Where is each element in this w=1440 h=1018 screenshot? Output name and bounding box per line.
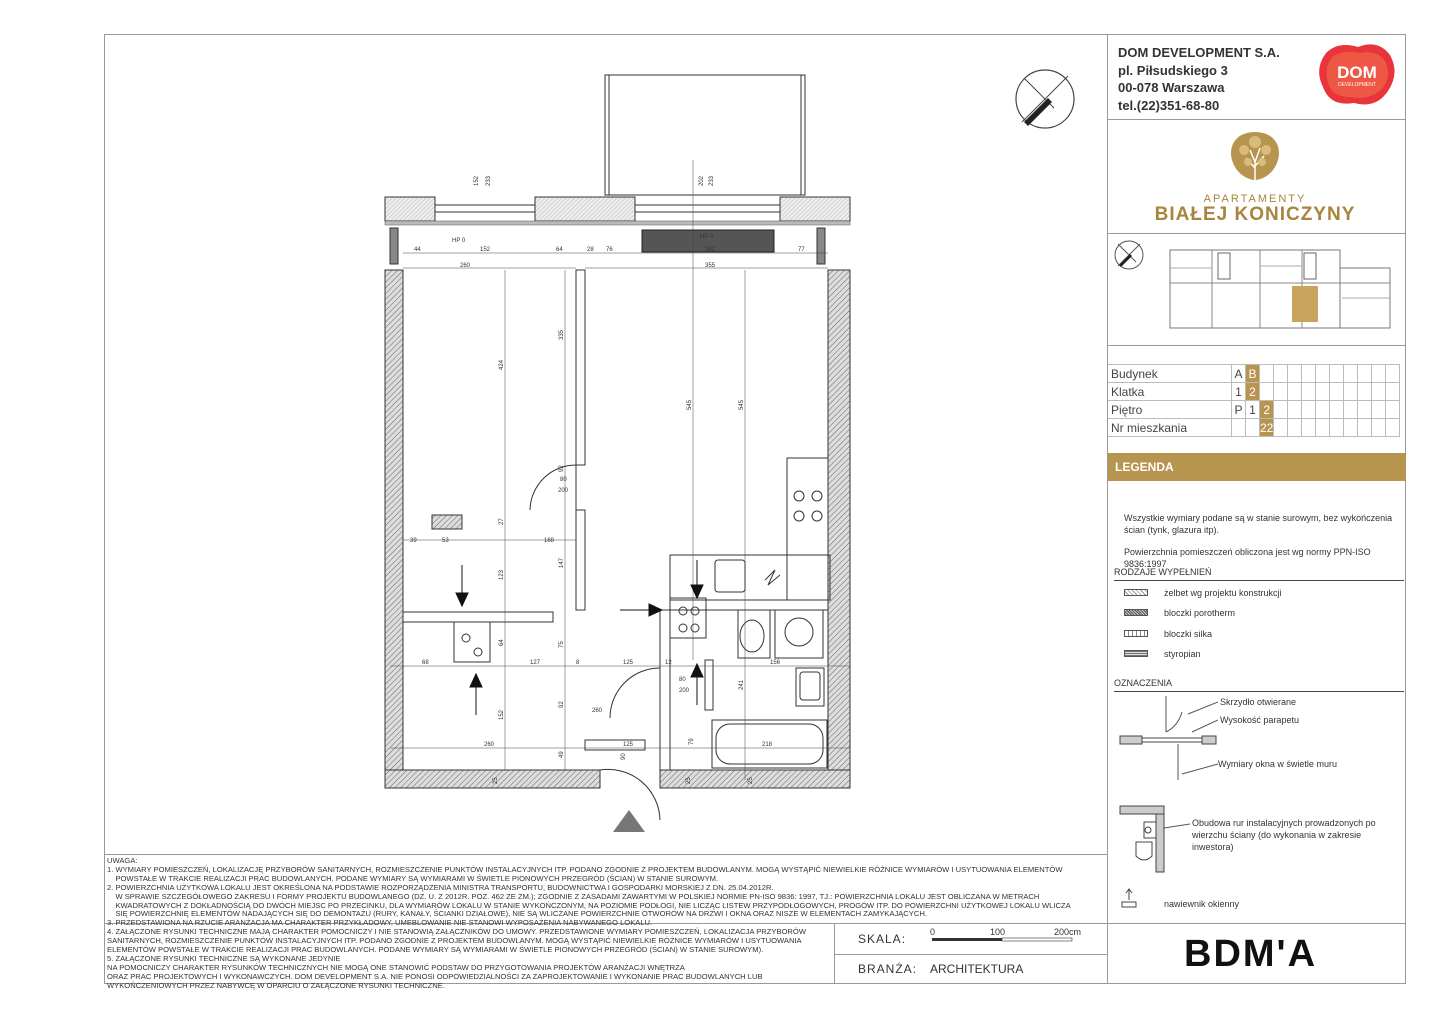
dim-260c: 260 bbox=[484, 742, 495, 748]
meta-row-label: Piętro bbox=[1108, 401, 1232, 419]
compass-north-icon bbox=[1014, 68, 1076, 130]
dim-12: 12 bbox=[665, 660, 672, 666]
fill-label-styropian: styropian bbox=[1164, 649, 1201, 659]
meta-cell bbox=[1316, 401, 1330, 419]
scale-label: SKALA: bbox=[858, 932, 907, 946]
meta-cell: 1 bbox=[1246, 401, 1260, 419]
dim-25c: 25 bbox=[748, 777, 754, 784]
bdma-logo: BDM'A bbox=[1184, 933, 1318, 975]
dim-127: 127 bbox=[530, 660, 541, 666]
meta-cell bbox=[1302, 419, 1316, 437]
meta-cell bbox=[1372, 383, 1386, 401]
floor-plan bbox=[370, 70, 870, 840]
fill-label-porotherm: bloczki porotherm bbox=[1164, 608, 1236, 618]
meta-cell bbox=[1372, 419, 1386, 437]
meta-cell bbox=[1386, 419, 1400, 437]
mark-label-pipe-casing: Obudowa rur instalacyjnych prowadzonych po wierzchu ściany (do wykonania w zakresie inwestora) bbox=[1192, 818, 1376, 852]
meta-cell bbox=[1358, 419, 1372, 437]
meta-cell bbox=[1302, 365, 1316, 383]
brand-bialej-koniczyny: BIAŁEJ KONICZYNY bbox=[1154, 204, 1356, 225]
dim-53: 53 bbox=[442, 538, 449, 544]
dim-156: 156 bbox=[770, 660, 781, 666]
dim-200a: 200 bbox=[558, 488, 569, 494]
fill-swatch-styropian bbox=[1124, 650, 1148, 657]
legend-note-1: Wszystkie wymiary podane są w stanie surowym, bez wykończenia ścian (tynk, glazura itp). bbox=[1124, 513, 1393, 535]
dom-development-logo bbox=[1318, 43, 1396, 107]
meta-cell bbox=[1302, 383, 1316, 401]
dim-241: 241 bbox=[739, 679, 745, 690]
dim-545a: 545 bbox=[687, 399, 693, 410]
company-address-2: 00-078 Warszawa bbox=[1118, 80, 1225, 95]
dim-123: 123 bbox=[499, 569, 505, 580]
fill-swatch-silka bbox=[1124, 630, 1148, 637]
meta-cell bbox=[1330, 383, 1344, 401]
meta-cell bbox=[1386, 383, 1400, 401]
dim-39: 39 bbox=[410, 538, 417, 544]
meta-cell bbox=[1330, 419, 1344, 437]
dim-75: 75 bbox=[559, 641, 565, 648]
note-line: 4. ZAŁĄCZONE RYSUNKI TECHNICZNE MAJĄ CHARAKTER POMOCNICZY I NIE STANOWIĄ ZAŁĄCZNIKÓW DO UMOWY. PRZEDSTAWIONE WYMIARY POMIESZCZEŃ, LOKALIZACJA PRZYBORÓW bbox=[107, 927, 806, 937]
legend-note-2: Powierzchnia pomieszczeń obliczona jest wg normy PPN-ISO 9836:1997 bbox=[1124, 547, 1371, 569]
company-name: DOM DEVELOPMENT S.A. bbox=[1118, 45, 1280, 60]
scale-tick-0: 0 bbox=[930, 927, 936, 937]
branch-label: BRANŻA: bbox=[858, 962, 918, 976]
dim-202b: 202 bbox=[705, 247, 716, 253]
meta-row bbox=[1108, 419, 1400, 437]
divider bbox=[1107, 923, 1108, 984]
dim-545b: 545 bbox=[739, 399, 745, 410]
divider bbox=[1107, 119, 1406, 120]
dim-25b: 25 bbox=[686, 777, 692, 784]
mark-label-window-dims: Wymiary okna w świetle muru bbox=[1218, 759, 1337, 769]
note-line: 2. POWIERZCHNIA UŻYTKOWA LOKALU JEST OKREŚLONA NA PODSTAWIE ROZPORZĄDZENIA MINISTRA TRANSPORTU, BUDOWNICTWA I GOSPODARKI MORSKIEJ Z DN. 25.04.2012R. bbox=[107, 882, 774, 892]
dim-424: 424 bbox=[499, 359, 505, 370]
logo-text-dom: DOM bbox=[1337, 63, 1377, 82]
meta-cell bbox=[1330, 365, 1344, 383]
dim-8: 8 bbox=[576, 660, 580, 666]
dim-79: 79 bbox=[689, 738, 695, 745]
dim-27: 27 bbox=[499, 518, 505, 525]
meta-cell bbox=[1232, 419, 1246, 437]
note-line: SIĘ POWIERZCHNIĘ ELEMENTÓW NADAJĄCYCH SIĘ DO DEMONTAŻU (RURY, KANAŁY, ŚCIANKI DZIAŁOWE), NIE SĄ WLICZANE POWIERZCHNIE OTWORÓW NA DRZWI I OKNA ORAZ NISZE W ELEMENTACH ZAMYKAJĄCYCH. bbox=[107, 909, 927, 919]
note-line: NA POMOCNICZY CHARAKTER RYSUNKÓW TECHNICZNYCH NIE MOGĄ ONE STANOWIĆ PODSTAW DO PRZYGOTOWANIA PROJEKTÓW ARANŻACJI WNĘTRZA bbox=[107, 962, 685, 972]
dim-168: 168 bbox=[544, 538, 555, 544]
dim-28: 28 bbox=[587, 247, 594, 253]
dim-233b: 233 bbox=[709, 175, 715, 186]
divider bbox=[1107, 345, 1406, 346]
clover-tree-logo-icon bbox=[1226, 128, 1284, 188]
building-key-plan bbox=[1112, 238, 1402, 338]
dim-335: 335 bbox=[559, 329, 565, 340]
dim-260b: 260 bbox=[592, 708, 603, 714]
dim-80b: 80 bbox=[679, 677, 686, 683]
scale-tick-100: 100 bbox=[990, 927, 1006, 937]
fill-label-zelbet: żelbet wg projektu konstrukcji bbox=[1164, 588, 1282, 598]
dim-80a: 80 bbox=[560, 477, 567, 483]
meta-row bbox=[1108, 365, 1400, 383]
meta-row bbox=[1108, 383, 1400, 401]
fill-swatch-zelbet bbox=[1124, 589, 1148, 596]
dim-260: 260 bbox=[460, 263, 471, 269]
meta-cell bbox=[1330, 401, 1344, 419]
dim-152b: 152 bbox=[480, 247, 491, 253]
meta-cell bbox=[1386, 365, 1400, 383]
dim-64: 64 bbox=[556, 247, 563, 253]
fill-label-silka: bloczki silka bbox=[1164, 629, 1213, 639]
note-line: POWSTAŁE W TRAKCIE REALIZACJI PRAC BUDOWLANYCH. PODANE WYMIARY SĄ WYMIARAMI W ŚWIETLE PIONOWYCH PRZEGRÓD (ŚCIAN) W STANIE SUROWYM. bbox=[107, 873, 719, 883]
meta-cell bbox=[1344, 365, 1358, 383]
meta-cell bbox=[1316, 419, 1330, 437]
meta-cell bbox=[1358, 365, 1372, 383]
dim-49: 49 bbox=[559, 751, 565, 758]
marks-title: OZNACZENIA bbox=[1114, 678, 1404, 692]
scale-tick-200: 200cm bbox=[1054, 927, 1082, 937]
title-block-divider bbox=[1107, 34, 1108, 984]
meta-cell bbox=[1288, 365, 1302, 383]
pipe-casing-symbol-icon bbox=[1118, 804, 1190, 874]
meta-cell bbox=[1372, 401, 1386, 419]
dim-92b: 92 bbox=[559, 701, 565, 708]
fills-title: RODZAJE WYPEŁNIEŃ bbox=[1114, 567, 1404, 581]
label-hp-1: HP 0 bbox=[452, 238, 466, 244]
meta-row-label: Budynek bbox=[1108, 365, 1232, 383]
dim-200b: 200 bbox=[679, 688, 690, 694]
dim-147: 147 bbox=[559, 557, 565, 568]
branch-value: ARCHITEKTURA bbox=[930, 962, 1024, 976]
dim-68: 68 bbox=[422, 660, 429, 666]
meta-cell bbox=[1274, 365, 1288, 383]
brand-apartamenty: APARTAMENTY bbox=[1203, 193, 1307, 205]
meta-cell bbox=[1358, 383, 1372, 401]
notes-title: UWAGA: bbox=[107, 856, 138, 865]
dim-152c: 152 bbox=[499, 709, 505, 720]
dim-90: 90 bbox=[621, 753, 627, 760]
dim-202: 202 bbox=[699, 175, 705, 186]
divider bbox=[104, 854, 1107, 855]
meta-cell: B bbox=[1246, 365, 1260, 383]
dim-44: 44 bbox=[414, 247, 421, 253]
apartment-meta-table bbox=[1108, 364, 1400, 437]
meta-cell bbox=[1372, 365, 1386, 383]
note-line: 1. WYMIARY POMIESZCZEŃ, LOKALIZACJĘ PRZYBORÓW SANITARNYCH, ROZMIESZCZENIE PUNKTÓW INSTALACYJNYCH ITP. PODANO ZGODNIE Z PROJEKTEM BUDOWLANYM. MOGĄ WYSTĄPIĆ NIEWIELKIE RÓŻNICE WYMIARÓW I USYTUOWANIA ELEMENTÓW bbox=[107, 864, 1063, 874]
note-line: ORAZ PRAC PROJEKTOWYCH I WYKONAWCZYCH. DOM DEVELOPMENT S.A. NIE PONOSI ODPOWIEDZIALNOŚCI ZA ZAPROJEKTOWANIE I WYKONANIE PRAC BUDOWLANYCH LUB bbox=[107, 971, 763, 981]
legend-title: LEGENDA bbox=[1108, 453, 1406, 481]
mark-label-sash: Skrzydło otwierane bbox=[1220, 697, 1297, 707]
meta-cell bbox=[1386, 401, 1400, 419]
trickle-vent-icon bbox=[1120, 888, 1138, 910]
dim-152: 152 bbox=[474, 175, 480, 186]
dim-233a: 233 bbox=[486, 175, 492, 186]
note-line: KWADRATOWYCH Z DOKŁADNOŚCIĄ DO DWÓCH MIEJSC PO PRZECINKU, DLA WYMIARÓW LOKALU W STANIE WYKOŃCZONYM, NA POZIOMIE PODŁOGI, NIE LICZĄC LISTEW PRZYPODŁOGOWYCH, PROGÓW ITP. DO POWIERZCHNI UŻYTKOWEJ LOKALU WLICZA bbox=[107, 900, 1071, 910]
dim-125b: 125 bbox=[623, 742, 634, 748]
dim-76: 76 bbox=[606, 247, 613, 253]
logo-text-development: DEVELOPMENT bbox=[1338, 82, 1376, 88]
meta-cell bbox=[1344, 419, 1358, 437]
mark-label-trickle-vent: nawiewnik okienny bbox=[1164, 899, 1240, 909]
meta-cell bbox=[1260, 365, 1274, 383]
meta-row-label: Nr mieszkania bbox=[1108, 419, 1232, 437]
meta-cell bbox=[1358, 401, 1372, 419]
fill-swatch-porotherm bbox=[1124, 609, 1148, 616]
dim-77: 77 bbox=[798, 247, 805, 253]
meta-cell: 2 bbox=[1246, 383, 1260, 401]
mark-label-sill: Wysokość parapetu bbox=[1220, 715, 1299, 725]
meta-cell bbox=[1316, 365, 1330, 383]
company-info bbox=[1118, 44, 1280, 114]
note-line: WYKOŃCZENIOWYCH PRZEZ NABYWCĘ W OPARCIU O ZAŁĄCZONE RYSUNKI TECHNICZNE. bbox=[107, 980, 445, 990]
meta-cell bbox=[1288, 401, 1302, 419]
meta-cell bbox=[1344, 383, 1358, 401]
note-line: 5. ZAŁĄCZONE RYSUNKI TECHNICZNE SĄ WYKONANE JEDYNIE bbox=[107, 953, 341, 963]
meta-cell: 1 bbox=[1232, 383, 1246, 401]
dim-125: 125 bbox=[623, 660, 634, 666]
meta-row-label: Klatka bbox=[1108, 383, 1232, 401]
meta-cell bbox=[1274, 383, 1288, 401]
meta-cell: 2 bbox=[1260, 401, 1274, 419]
label-hp-2: HP 0 bbox=[700, 234, 714, 240]
dim-218: 218 bbox=[762, 742, 773, 748]
meta-cell bbox=[1274, 419, 1288, 437]
dim-64b: 64 bbox=[499, 639, 505, 646]
note-line: 3. PRZEDSTAWIONA NA RZUCIE ARANŻACJA MA CHARAKTER PRZYKŁADOWY, UMEBLOWANIE NIE STANOWI WYPOSAŻENIA NABYWANEGO LOKALU. bbox=[107, 918, 653, 928]
meta-cell: 22 bbox=[1260, 420, 1274, 435]
company-phone: tel.(22)351-68-80 bbox=[1118, 97, 1220, 113]
meta-cell bbox=[1274, 401, 1288, 419]
note-line: W SPRAWIE SZCZEGÓŁOWEGO ZAKRESU I FORMY PROJEKTU BUDOWLANEGO (DZ. U. Z 2012R. POZ. 462 ZE ZM.); ZGODNIE Z ZASADAMI ZAWARTYMI W POLSKIEJ NORMIE PN-ISO 9836: 1997, TJ.: POWIERZCHNIA LOKALU JEST OBLICZANA W METRACH bbox=[107, 891, 1040, 901]
dim-25a: 25 bbox=[493, 777, 499, 784]
window-symbol-icon bbox=[1118, 692, 1218, 782]
meta-cell bbox=[1344, 401, 1358, 419]
meta-cell bbox=[1260, 383, 1274, 401]
divider bbox=[1107, 233, 1406, 234]
scale-bar bbox=[924, 926, 1084, 946]
note-line: ELEMENTÓW POWSTAŁE W TRAKCIE REALIZACJI PRAC BUDOWLANYCH. PODANE WYMIARY SĄ WYMIARAMI W ŚWIETLE PIONOWYCH PRZEGRÓD (ŚCIAN) W STANIE SUROWYM). bbox=[107, 945, 764, 955]
meta-cell: P bbox=[1232, 401, 1246, 419]
meta-cell: A bbox=[1232, 365, 1246, 383]
company-address-1: pl. Piłsudskiego 3 bbox=[1118, 62, 1228, 78]
meta-cell bbox=[1246, 419, 1260, 437]
meta-cell bbox=[1316, 383, 1330, 401]
meta-cell bbox=[1288, 383, 1302, 401]
dim-92a: 92 bbox=[559, 465, 565, 472]
note-line: SANITARNYCH, ROZMIESZCZENIE PUNKTÓW INSTALACYJNYCH ITP. PODANO ZGODNIE Z PROJEKTEM BUDOWLANYM. MOGĄ WYSTĄPIĆ NIEWIELKIE RÓŻNICE WYMIARÓW I USYTUOWANIA bbox=[107, 936, 802, 946]
dim-355: 355 bbox=[705, 263, 716, 269]
meta-cell bbox=[1302, 401, 1316, 419]
meta-row bbox=[1108, 401, 1400, 419]
meta-cell bbox=[1288, 419, 1302, 437]
